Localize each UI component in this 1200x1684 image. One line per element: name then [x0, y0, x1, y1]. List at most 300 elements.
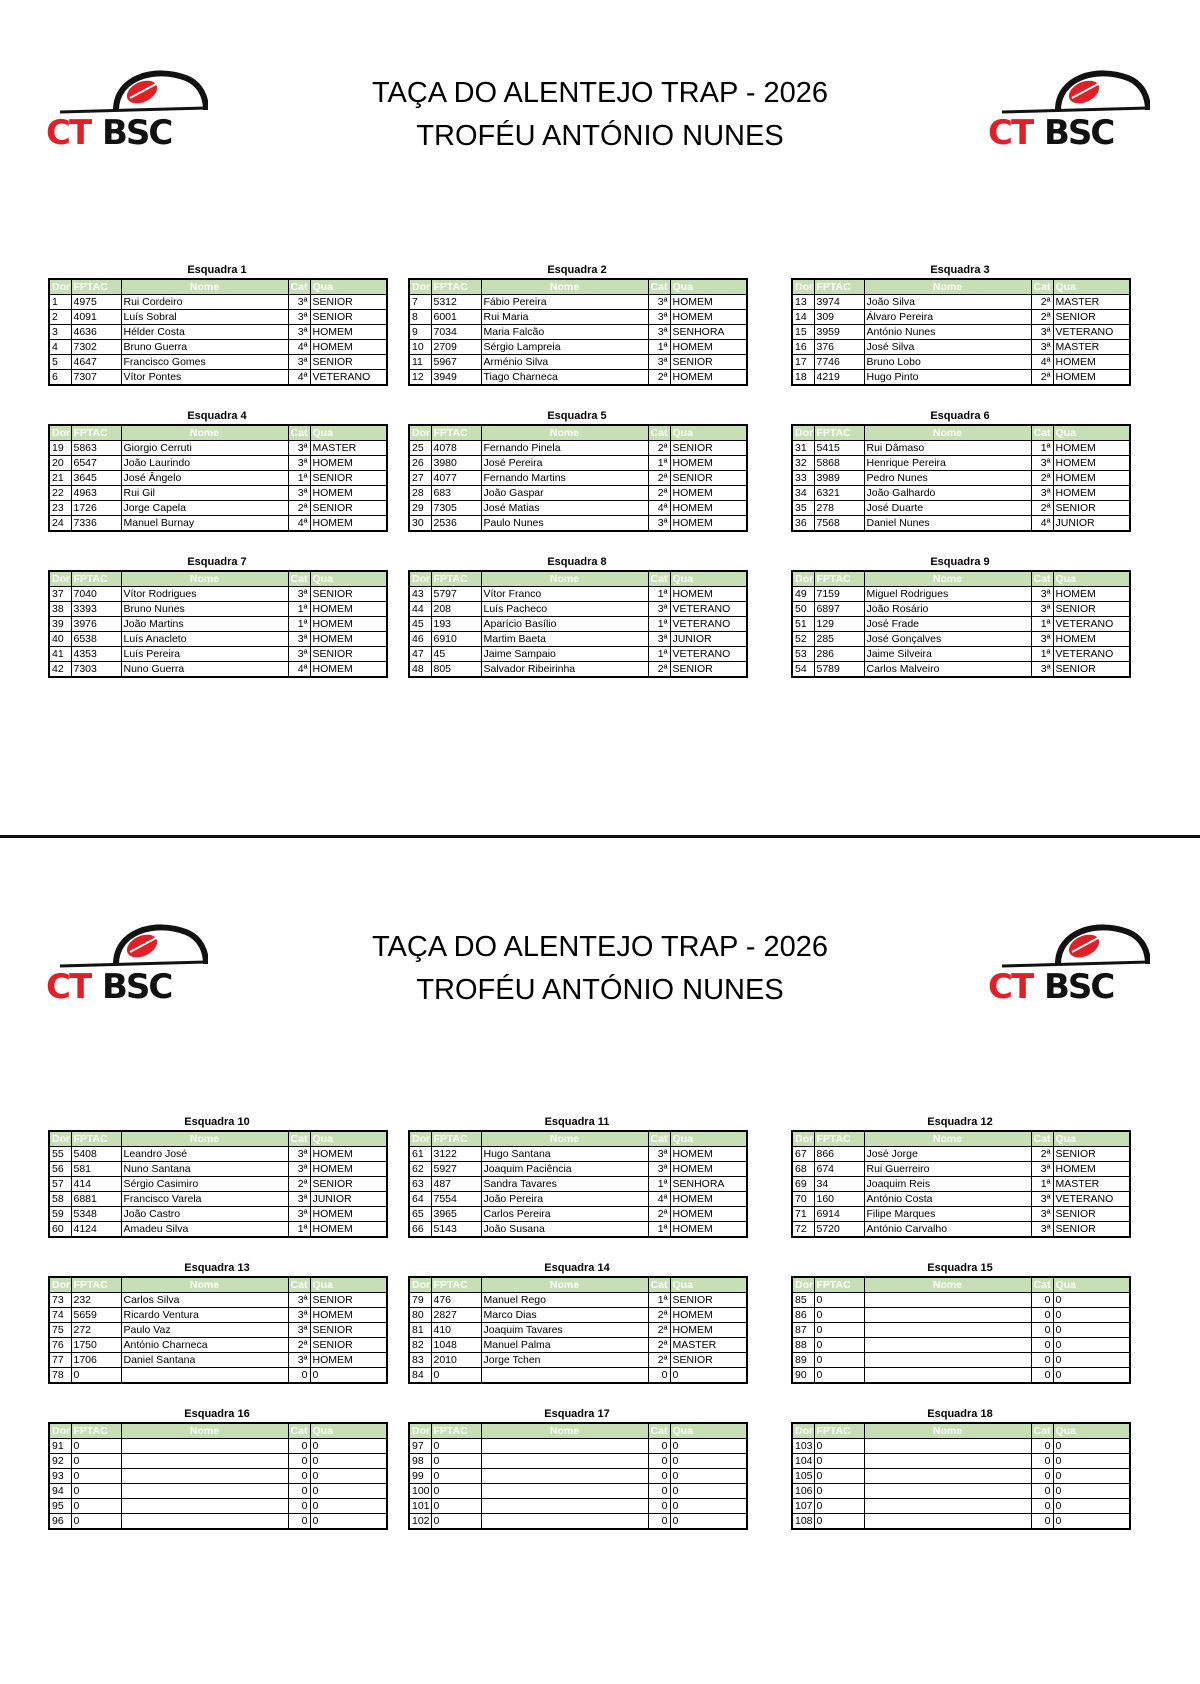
category-cell: 1ª	[288, 602, 310, 617]
qualification-cell: 0	[310, 1484, 387, 1499]
dorsal-cell: 79	[409, 1293, 431, 1308]
fptac-cell: 0	[71, 1439, 121, 1454]
fptac-cell: 2827	[431, 1308, 481, 1323]
column-header-fptac: FPTAC	[431, 279, 481, 295]
name-cell: António Nunes	[864, 325, 1031, 340]
column-header-nome: Nome	[864, 571, 1031, 587]
category-cell: 3ª	[1031, 340, 1053, 355]
category-cell: 0	[1031, 1368, 1053, 1384]
category-cell: 1ª	[648, 1222, 670, 1238]
squad-7	[48, 554, 386, 678]
table-row	[49, 295, 387, 310]
fptac-cell: 5797	[431, 587, 481, 602]
dorsal-cell: 45	[409, 617, 431, 632]
table-row	[409, 1469, 747, 1484]
table-row	[409, 1514, 747, 1530]
qualification-cell: HOMEM	[310, 617, 387, 632]
category-cell: 3ª	[648, 516, 670, 532]
qualification-cell: 0	[670, 1484, 747, 1499]
column-header-cat: Cat	[288, 1423, 310, 1439]
column-header-dor: Dor	[49, 1131, 71, 1147]
column-header-dor: Dor	[49, 279, 71, 295]
dorsal-cell: 32	[792, 456, 814, 471]
column-header-qua: Qua	[310, 1423, 387, 1439]
name-cell: Giorgio Cerruti	[121, 441, 288, 456]
qualification-cell: SENIOR	[310, 1293, 387, 1308]
qualification-cell: VETERANO	[670, 617, 747, 632]
name-cell: Nuno Santana	[121, 1162, 288, 1177]
dorsal-cell: 29	[409, 501, 431, 516]
name-cell: Rui Dâmaso	[864, 441, 1031, 456]
category-cell: 4ª	[1031, 355, 1053, 370]
table-header-row	[49, 1277, 387, 1293]
table-row	[792, 295, 1130, 310]
dorsal-cell: 68	[792, 1162, 814, 1177]
name-cell: João Rosário	[864, 602, 1031, 617]
svg-text:BSC: BSC	[1044, 113, 1114, 148]
category-cell: 0	[288, 1439, 310, 1454]
name-cell: Jorge Tchen	[481, 1353, 648, 1368]
fptac-cell: 3959	[814, 325, 864, 340]
fptac-cell: 866	[814, 1147, 864, 1162]
qualification-cell: SENIOR	[670, 471, 747, 486]
column-header-fptac: FPTAC	[71, 571, 121, 587]
category-cell: 3ª	[1031, 587, 1053, 602]
fptac-cell: 683	[431, 486, 481, 501]
table-row	[49, 1469, 387, 1484]
category-cell: 0	[1031, 1338, 1053, 1353]
fptac-cell: 160	[814, 1192, 864, 1207]
column-header-cat: Cat	[288, 1131, 310, 1147]
category-cell: 3ª	[648, 325, 670, 340]
category-cell: 3ª	[1031, 486, 1053, 501]
dorsal-cell: 30	[409, 516, 431, 532]
column-header-nome: Nome	[864, 1131, 1031, 1147]
table-header-row	[49, 571, 387, 587]
fptac-cell: 7302	[71, 340, 121, 355]
fptac-cell: 4353	[71, 647, 121, 662]
qualification-cell: HOMEM	[1053, 355, 1130, 370]
squad-table	[48, 570, 388, 678]
fptac-cell: 4124	[71, 1222, 121, 1238]
name-cell: Vítor Pontes	[121, 370, 288, 386]
fptac-cell: 0	[814, 1323, 864, 1338]
page-divider	[0, 835, 1200, 838]
dorsal-cell: 9	[409, 325, 431, 340]
dorsal-cell: 15	[792, 325, 814, 340]
squad-title: Esquadra 18	[927, 1408, 993, 1420]
table-row	[49, 1499, 387, 1514]
table-row	[49, 501, 387, 516]
qualification-cell: SENHORA	[670, 325, 747, 340]
dorsal-cell: 99	[409, 1469, 431, 1484]
fptac-cell: 0	[814, 1484, 864, 1499]
column-header-dor: Dor	[792, 1131, 814, 1147]
category-cell: 3ª	[1031, 456, 1053, 471]
qualification-cell: SENIOR	[310, 1338, 387, 1353]
qualification-cell: 0	[670, 1514, 747, 1530]
dorsal-cell: 82	[409, 1338, 431, 1353]
fptac-cell: 7307	[71, 370, 121, 386]
table-row	[49, 1368, 387, 1384]
fptac-cell: 286	[814, 647, 864, 662]
table-header-row	[409, 571, 747, 587]
column-header-fptac: FPTAC	[71, 425, 121, 441]
fptac-cell: 0	[814, 1514, 864, 1530]
table-row	[792, 355, 1130, 370]
qualification-cell: JUNIOR	[1053, 516, 1130, 532]
category-cell: 3ª	[1031, 1222, 1053, 1238]
table-row	[49, 1192, 387, 1207]
category-cell: 4ª	[288, 516, 310, 532]
qualification-cell: HOMEM	[1053, 486, 1130, 501]
dorsal-cell: 2	[49, 310, 71, 325]
name-cell: Leandro José	[121, 1147, 288, 1162]
dorsal-cell: 66	[409, 1222, 431, 1238]
category-cell: 3ª	[288, 647, 310, 662]
column-header-cat: Cat	[648, 1277, 670, 1293]
column-header-dor: Dor	[409, 279, 431, 295]
category-cell: 1ª	[1031, 441, 1053, 456]
table-row	[409, 1353, 747, 1368]
category-cell: 0	[1031, 1454, 1053, 1469]
table-header-row	[792, 1423, 1130, 1439]
table-row	[792, 340, 1130, 355]
table-row	[792, 1323, 1130, 1338]
column-header-dor: Dor	[409, 1423, 431, 1439]
name-cell: João Galhardo	[864, 486, 1031, 501]
dorsal-cell: 89	[792, 1353, 814, 1368]
column-header-nome: Nome	[481, 571, 648, 587]
column-header-fptac: FPTAC	[71, 1423, 121, 1439]
dorsal-cell: 65	[409, 1207, 431, 1222]
fptac-cell: 6914	[814, 1207, 864, 1222]
dorsal-cell: 96	[49, 1514, 71, 1530]
category-cell: 3ª	[648, 632, 670, 647]
squad-table	[48, 1422, 388, 1530]
fptac-cell: 3965	[431, 1207, 481, 1222]
dorsal-cell: 63	[409, 1177, 431, 1192]
svg-text:CT: CT	[46, 113, 91, 148]
dorsal-cell: 69	[792, 1177, 814, 1192]
name-cell: Fernando Pinela	[481, 441, 648, 456]
fptac-cell: 4647	[71, 355, 121, 370]
name-cell	[121, 1514, 288, 1530]
name-cell: Bruno Nunes	[121, 602, 288, 617]
dorsal-cell: 107	[792, 1499, 814, 1514]
column-header-fptac: FPTAC	[814, 1423, 864, 1439]
table-header-row	[49, 1423, 387, 1439]
qualification-cell: 0	[1053, 1439, 1130, 1454]
dorsal-cell: 104	[792, 1454, 814, 1469]
fptac-cell: 0	[814, 1293, 864, 1308]
category-cell: 4ª	[288, 370, 310, 386]
fptac-cell: 487	[431, 1177, 481, 1192]
table-row	[792, 1162, 1130, 1177]
dorsal-cell: 41	[49, 647, 71, 662]
dorsal-cell: 11	[409, 355, 431, 370]
qualification-cell: 0	[670, 1469, 747, 1484]
fptac-cell: 0	[431, 1368, 481, 1384]
qualification-cell: HOMEM	[670, 456, 747, 471]
column-header-dor: Dor	[49, 1423, 71, 1439]
table-row	[49, 1338, 387, 1353]
column-header-cat: Cat	[1031, 1277, 1053, 1293]
qualification-cell: HOMEM	[310, 1222, 387, 1238]
name-cell: João Laurindo	[121, 456, 288, 471]
qualification-cell: HOMEM	[1053, 632, 1130, 647]
table-row	[409, 441, 747, 456]
squad-title: Esquadra 15	[927, 1262, 993, 1274]
table-row	[792, 1207, 1130, 1222]
fptac-cell: 5312	[431, 295, 481, 310]
name-cell: Martim Baeta	[481, 632, 648, 647]
dorsal-cell: 18	[792, 370, 814, 386]
name-cell: Hugo Pinto	[864, 370, 1031, 386]
column-header-cat: Cat	[1031, 1131, 1053, 1147]
qualification-cell: HOMEM	[670, 1323, 747, 1338]
name-cell: Ricardo Ventura	[121, 1308, 288, 1323]
table-row	[792, 1293, 1130, 1308]
name-cell	[864, 1469, 1031, 1484]
qualification-cell: 0	[1053, 1499, 1130, 1514]
column-header-qua: Qua	[310, 571, 387, 587]
column-header-fptac: FPTAC	[71, 1131, 121, 1147]
qualification-cell: HOMEM	[670, 1222, 747, 1238]
qualification-cell: MASTER	[1053, 340, 1130, 355]
fptac-cell: 0	[814, 1338, 864, 1353]
name-cell: Vítor Rodrigues	[121, 587, 288, 602]
category-cell: 0	[648, 1484, 670, 1499]
qualification-cell: SENIOR	[670, 1293, 747, 1308]
table-row	[409, 295, 747, 310]
qualification-cell: HOMEM	[670, 340, 747, 355]
svg-text:CT: CT	[988, 967, 1033, 1002]
dorsal-cell: 98	[409, 1454, 431, 1469]
category-cell: 3ª	[288, 1293, 310, 1308]
qualification-cell: HOMEM	[670, 501, 747, 516]
name-cell	[864, 1484, 1031, 1499]
fptac-cell: 193	[431, 617, 481, 632]
fptac-cell: 7303	[71, 662, 121, 678]
qualification-cell: 0	[670, 1368, 747, 1384]
column-header-qua: Qua	[1053, 1423, 1130, 1439]
squad-table	[791, 424, 1131, 532]
fptac-cell: 6897	[814, 602, 864, 617]
category-cell: 1ª	[288, 617, 310, 632]
column-header-nome: Nome	[121, 425, 288, 441]
fptac-cell: 0	[814, 1368, 864, 1384]
name-cell: João Silva	[864, 295, 1031, 310]
column-header-fptac: FPTAC	[814, 1131, 864, 1147]
name-cell: Amadeu Silva	[121, 1222, 288, 1238]
category-cell: 4ª	[288, 340, 310, 355]
qualification-cell: HOMEM	[1053, 456, 1130, 471]
name-cell: Jorge Capela	[121, 501, 288, 516]
qualification-cell: HOMEM	[310, 516, 387, 532]
category-cell: 3ª	[1031, 632, 1053, 647]
qualification-cell: 0	[1053, 1293, 1130, 1308]
squad-8	[408, 554, 746, 678]
squad-3	[791, 262, 1129, 386]
dorsal-cell: 91	[49, 1439, 71, 1454]
name-cell: Manuel Palma	[481, 1338, 648, 1353]
column-header-nome: Nome	[121, 1277, 288, 1293]
fptac-cell: 7568	[814, 516, 864, 532]
category-cell: 2ª	[288, 1338, 310, 1353]
dorsal-cell: 97	[409, 1439, 431, 1454]
column-header-nome: Nome	[864, 279, 1031, 295]
category-cell: 2ª	[648, 1323, 670, 1338]
category-cell: 3ª	[1031, 602, 1053, 617]
squad-table	[408, 278, 748, 386]
name-cell	[481, 1514, 648, 1530]
squad-table	[408, 1276, 748, 1384]
name-cell	[864, 1323, 1031, 1338]
name-cell: Luís Anacleto	[121, 632, 288, 647]
category-cell: 2ª	[288, 1177, 310, 1192]
column-header-nome: Nome	[481, 425, 648, 441]
table-row	[49, 1293, 387, 1308]
name-cell	[481, 1368, 648, 1384]
category-cell: 1ª	[648, 587, 670, 602]
category-cell: 3ª	[648, 1147, 670, 1162]
fptac-cell: 3393	[71, 602, 121, 617]
dorsal-cell: 55	[49, 1147, 71, 1162]
column-header-dor: Dor	[792, 1277, 814, 1293]
dorsal-cell: 102	[409, 1514, 431, 1530]
column-header-nome: Nome	[481, 1131, 648, 1147]
qualification-cell: MASTER	[1053, 295, 1130, 310]
name-cell: Marco Dias	[481, 1308, 648, 1323]
dorsal-cell: 106	[792, 1484, 814, 1499]
table-row	[792, 1338, 1130, 1353]
category-cell: 4ª	[288, 662, 310, 678]
category-cell: 4ª	[648, 501, 670, 516]
squad-table	[408, 1422, 748, 1530]
fptac-cell: 7554	[431, 1192, 481, 1207]
dorsal-cell: 73	[49, 1293, 71, 1308]
name-cell: José Gonçalves	[864, 632, 1031, 647]
qualification-cell: 0	[1053, 1454, 1130, 1469]
fptac-cell: 4078	[431, 441, 481, 456]
fptac-cell: 0	[71, 1368, 121, 1384]
category-cell: 3ª	[288, 1147, 310, 1162]
name-cell: Carlos Silva	[121, 1293, 288, 1308]
fptac-cell: 6321	[814, 486, 864, 501]
dorsal-cell: 44	[409, 602, 431, 617]
table-row	[49, 617, 387, 632]
name-cell	[121, 1469, 288, 1484]
name-cell: Arménio Silva	[481, 355, 648, 370]
table-row	[49, 1177, 387, 1192]
fptac-cell: 7034	[431, 325, 481, 340]
column-header-qua: Qua	[670, 571, 747, 587]
column-header-dor: Dor	[409, 571, 431, 587]
dorsal-cell: 83	[409, 1353, 431, 1368]
table-row	[409, 1323, 747, 1338]
table-header-row	[49, 279, 387, 295]
table-row	[792, 310, 1130, 325]
dorsal-cell: 14	[792, 310, 814, 325]
column-header-qua: Qua	[310, 1277, 387, 1293]
column-header-cat: Cat	[1031, 279, 1053, 295]
name-cell: José Silva	[864, 340, 1031, 355]
name-cell: Filipe Marques	[864, 1207, 1031, 1222]
svg-text:CT: CT	[46, 967, 91, 1002]
category-cell: 1ª	[1031, 1177, 1053, 1192]
fptac-cell: 272	[71, 1323, 121, 1338]
name-cell: Francisco Varela	[121, 1192, 288, 1207]
qualification-cell: 0	[670, 1454, 747, 1469]
name-cell: Joaquim Tavares	[481, 1323, 648, 1338]
name-cell	[121, 1368, 288, 1384]
dorsal-cell: 16	[792, 340, 814, 355]
qualification-cell: HOMEM	[310, 632, 387, 647]
table-row	[792, 1192, 1130, 1207]
table-row	[792, 1147, 1130, 1162]
fptac-cell: 232	[71, 1293, 121, 1308]
dorsal-cell: 53	[792, 647, 814, 662]
table-header-row	[792, 1131, 1130, 1147]
category-cell: 3ª	[288, 632, 310, 647]
dorsal-cell: 10	[409, 340, 431, 355]
fptac-cell: 0	[814, 1454, 864, 1469]
dorsal-cell: 70	[792, 1192, 814, 1207]
qualification-cell: HOMEM	[310, 325, 387, 340]
dorsal-cell: 57	[49, 1177, 71, 1192]
name-cell: Daniel Santana	[121, 1353, 288, 1368]
dorsal-cell: 71	[792, 1207, 814, 1222]
title-line-2: TROFÉU ANTÓNIO NUNES	[416, 120, 784, 152]
qualification-cell: VETERANO	[670, 602, 747, 617]
dorsal-cell: 87	[792, 1323, 814, 1338]
name-cell: Bruno Lobo	[864, 355, 1031, 370]
column-header-fptac: FPTAC	[431, 1277, 481, 1293]
name-cell	[481, 1439, 648, 1454]
table-row	[792, 516, 1130, 532]
table-row	[792, 456, 1130, 471]
fptac-cell: 7336	[71, 516, 121, 532]
category-cell: 0	[648, 1439, 670, 1454]
fptac-cell: 3974	[814, 295, 864, 310]
svg-text:BSC: BSC	[102, 967, 172, 1002]
category-cell: 3ª	[288, 355, 310, 370]
table-row	[49, 602, 387, 617]
name-cell: António Charneca	[121, 1338, 288, 1353]
category-cell: 3ª	[288, 1308, 310, 1323]
dorsal-cell: 1	[49, 295, 71, 310]
qualification-cell: VETERANO	[670, 647, 747, 662]
fptac-cell: 7159	[814, 587, 864, 602]
category-cell: 0	[648, 1499, 670, 1514]
dorsal-cell: 22	[49, 486, 71, 501]
table-row	[49, 632, 387, 647]
svg-text:BSC: BSC	[1044, 967, 1114, 1002]
name-cell: Paulo Nunes	[481, 516, 648, 532]
category-cell: 2ª	[648, 1207, 670, 1222]
category-cell: 0	[288, 1484, 310, 1499]
squad-title: Esquadra 14	[544, 1262, 610, 1274]
name-cell: Carlos Malveiro	[864, 662, 1031, 678]
column-header-cat: Cat	[288, 425, 310, 441]
category-cell: 1ª	[648, 647, 670, 662]
category-cell: 3ª	[288, 310, 310, 325]
fptac-cell: 0	[71, 1484, 121, 1499]
fptac-cell: 0	[71, 1469, 121, 1484]
category-cell: 0	[288, 1368, 310, 1384]
name-cell: João Gaspar	[481, 486, 648, 501]
